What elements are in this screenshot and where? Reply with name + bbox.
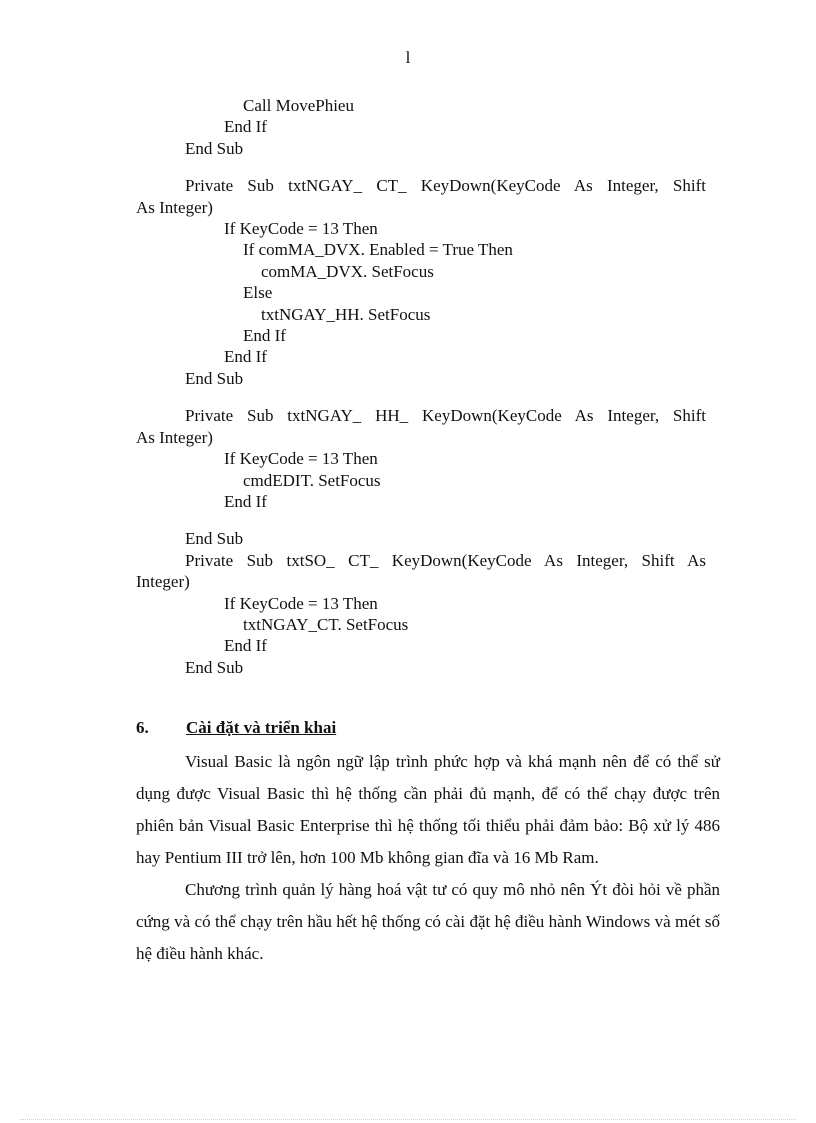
code-line: txtNGAY_HH. SetFocus xyxy=(261,304,431,324)
code-line: If comMA_DVX. Enabled = True Then xyxy=(243,240,513,260)
page-number: l xyxy=(405,48,411,67)
section-number: 6. xyxy=(136,718,149,737)
code-line: Private Sub txtSO_ CT_ KeyDown(KeyCode As Integer, Shift As xyxy=(185,550,706,570)
code-line: As Integer) xyxy=(136,197,213,217)
code-line: Call MovePhieu xyxy=(243,96,354,115)
code-line: Integer) xyxy=(136,572,190,592)
code-line: If KeyCode = 13 Then xyxy=(224,593,378,613)
code-line: If KeyCode = 13 Then xyxy=(224,219,378,239)
code-line: End If xyxy=(243,326,286,346)
code-line: Else xyxy=(243,283,273,303)
code-line: cmdEDIT. SetFocus xyxy=(243,470,381,490)
section-cai-dat xyxy=(136,717,720,970)
section-title: Cài đặt và triển khai xyxy=(186,718,337,737)
code-line: As Integer) xyxy=(136,427,213,447)
code-line: End If xyxy=(224,117,267,137)
code-line: End Sub xyxy=(185,368,244,388)
code-line: End If xyxy=(224,347,267,367)
section-heading xyxy=(136,717,720,739)
body-paragraph: Chương trình quản lý hàng hoá vật tư có quy mô nhỏ nên Ýt đòi hỏi về phần cứng và có thể chạy trên hầu hết hệ thống có cài đặt hệ điều hành Windows và mét số hệ điều hành khác. xyxy=(136,880,720,963)
page-bottom-rule xyxy=(20,1119,796,1120)
code-line: If KeyCode = 13 Then xyxy=(224,449,378,469)
code-line: Private Sub txtNGAY_ CT_ KeyDown(KeyCode As Integer, Shift xyxy=(185,176,706,196)
code-line: comMA_DVX. SetFocus xyxy=(261,261,434,281)
body-paragraph: Visual Basic là ngôn ngữ lập trình phức hợp và khá mạnh nên để có thể sử dụng được Visual Basic thì hệ thống cần phải đủ mạnh, để có thể chạy được trên phiên bản Visual Basic Enterprise thì hệ thống tối thiểu phải đảm bảo: Bộ xử lý 486 hay Pentium III trở lên, hơn 100 Mb không gian đĩa và 16 Mb Ram. xyxy=(136,752,720,867)
code-line: End Sub xyxy=(185,529,244,549)
code-line: txtNGAY_CT. SetFocus xyxy=(243,614,409,634)
code-line: End If xyxy=(224,491,267,511)
code-line: End If xyxy=(224,636,267,656)
code-line: Private Sub txtNGAY_ HH_ KeyDown(KeyCode As Integer, Shift xyxy=(185,406,706,426)
code-listing xyxy=(136,95,706,678)
code-line: End Sub xyxy=(185,138,244,158)
code-line: End Sub xyxy=(185,657,244,677)
